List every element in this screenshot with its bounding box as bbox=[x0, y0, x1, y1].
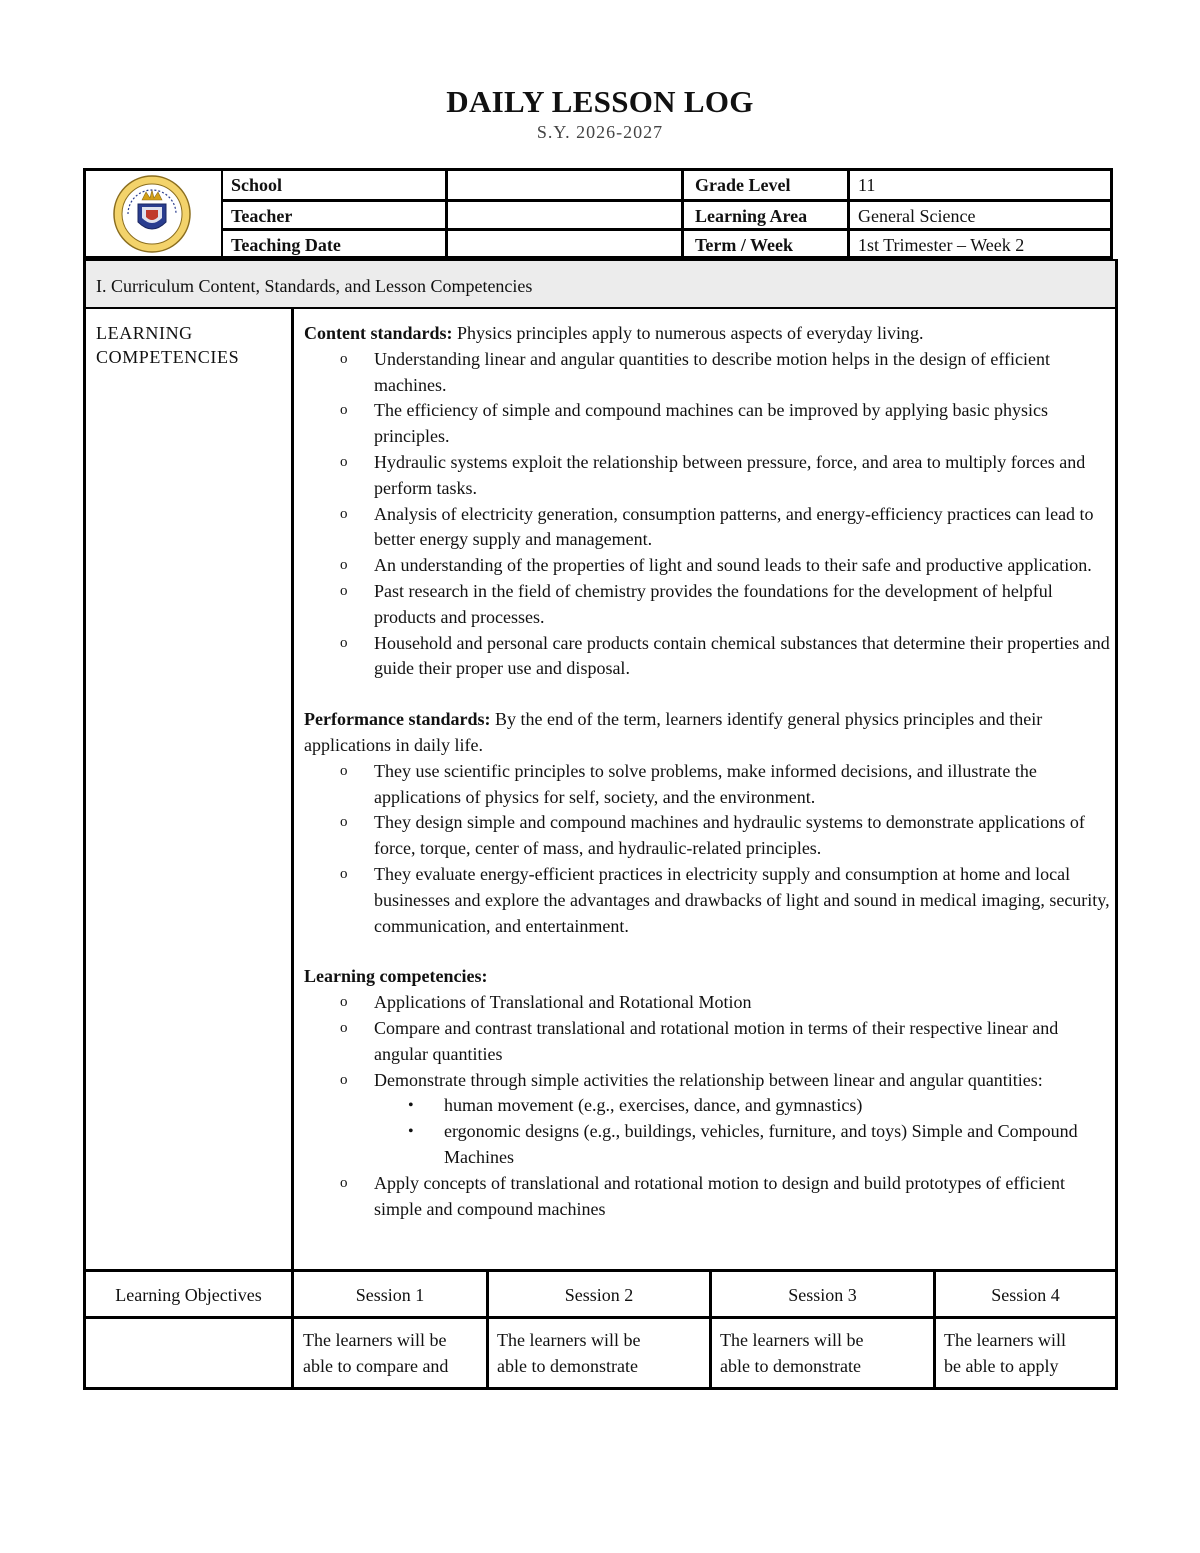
section-heading: I. Curriculum Content, Standards, and Lesson Competencies bbox=[86, 261, 1115, 309]
objectives-table bbox=[83, 1269, 1118, 1390]
term-week-label: Term / Week bbox=[695, 235, 793, 255]
grade-level-label: Grade Level bbox=[695, 175, 791, 195]
list-item: o Compare and contrast translational and rotational motion in terms of their respective linear and angular quantities bbox=[340, 1017, 1059, 1064]
teacher-field[interactable] bbox=[451, 202, 684, 230]
school-field[interactable] bbox=[451, 171, 684, 199]
session-4-objective: The learners will be able to apply bbox=[944, 1330, 1066, 1376]
list-item: o They evaluate energy-efficient practices in electricity supply and consumption at home and local businesses and explore the advantages and drawbacks of light and sound in medical imaging, security, communication, and entertainment. bbox=[340, 863, 1110, 936]
teacher-label: Teacher bbox=[231, 206, 293, 226]
school-label: School bbox=[231, 175, 283, 195]
header-table bbox=[83, 168, 1113, 259]
learning-objectives-label: Learning Objectives bbox=[115, 1285, 262, 1305]
competencies-content bbox=[304, 321, 1112, 1222]
sub-list-item: • ergonomic designs (e.g., buildings, vehicles, furniture, and toys) Simple and Compound Machines bbox=[408, 1121, 1078, 1167]
deped-seal-icon bbox=[112, 174, 192, 254]
list-item: o Apply concepts of translational and rotational motion to design and build prototypes of efficient simple and compound machines bbox=[340, 1172, 1066, 1219]
sub-list-item: • human movement (e.g., exercises, dance, and gymnastics) bbox=[408, 1095, 863, 1116]
teaching-date-label: Teaching Date bbox=[231, 235, 341, 255]
list-item: o Understanding linear and angular quantities to describe motion helps in the design of efficient machines. bbox=[340, 348, 1050, 395]
term-week-value[interactable]: 1st Trimester – Week 2 bbox=[858, 235, 1025, 255]
list-item: o An understanding of the properties of light and sound leads to their safe and productive application. bbox=[340, 555, 1092, 576]
learning-competencies-label: LEARNING COMPETENCIES bbox=[96, 323, 240, 367]
learning-area-label: Learning Area bbox=[695, 206, 808, 226]
learning-area-value[interactable]: General Science bbox=[858, 206, 976, 226]
list-item: o Past research in the field of chemistry provides the foundations for the development of helpful products and processes. bbox=[340, 580, 1053, 627]
session-3-objective: The learners will be able to demonstrate bbox=[720, 1330, 864, 1376]
list-item: o They use scientific principles to solve problems, make informed decisions, and illustrate the applications of physics for self, society, and the environment. bbox=[340, 760, 1037, 807]
teaching-date-field[interactable] bbox=[451, 231, 684, 259]
session-4-header: Session 4 bbox=[991, 1285, 1060, 1305]
content-standards-intro: Content standards: Physics principles apply to numerous aspects of everyday living. bbox=[304, 323, 924, 343]
list-item: o Hydraulic systems exploit the relationship between pressure, force, and area to multiply forces and perform tasks. bbox=[340, 451, 1086, 498]
session-2-header: Session 2 bbox=[564, 1285, 634, 1305]
list-item: o Applications of Translational and Rotational Motion bbox=[340, 992, 752, 1013]
list-item: o Analysis of electricity generation, consumption patterns, and energy-efficiency practices can lead to better energy supply and management. bbox=[340, 503, 1094, 550]
document-title: DAILY LESSON LOG bbox=[446, 84, 754, 119]
grade-level-value[interactable]: 11 bbox=[858, 175, 876, 195]
session-1-objective: The learners will be able to compare and bbox=[303, 1330, 449, 1376]
session-3-header: Session 3 bbox=[788, 1285, 857, 1305]
logo-cell bbox=[86, 171, 223, 256]
list-item: o The efficiency of simple and compound machines can be improved by applying basic physics principles. bbox=[340, 400, 1048, 447]
list-item: o Household and personal care products contain chemical substances that determine their properties and guide their proper use and disposal. bbox=[340, 632, 1110, 679]
session-2-objective: The learners will be able to demonstrate bbox=[497, 1330, 641, 1376]
list-item: o They design simple and compound machines and hydraulic systems to demonstrate applications of force, torque, center of mass, and hydraulic-related principles. bbox=[340, 812, 1085, 859]
learning-competencies-heading: Learning competencies: bbox=[304, 966, 488, 987]
curriculum-table bbox=[83, 259, 1118, 1272]
session-1-header: Session 1 bbox=[355, 1285, 425, 1305]
performance-standards-intro: Performance standards: By the end of the term, learners identify general physics principles and their applications in daily life. bbox=[304, 709, 1043, 755]
list-item: o Demonstrate through simple activities the relationship between linear and angular quantities: bbox=[340, 1069, 1043, 1090]
school-year: S.Y. 2026-2027 bbox=[536, 122, 664, 142]
